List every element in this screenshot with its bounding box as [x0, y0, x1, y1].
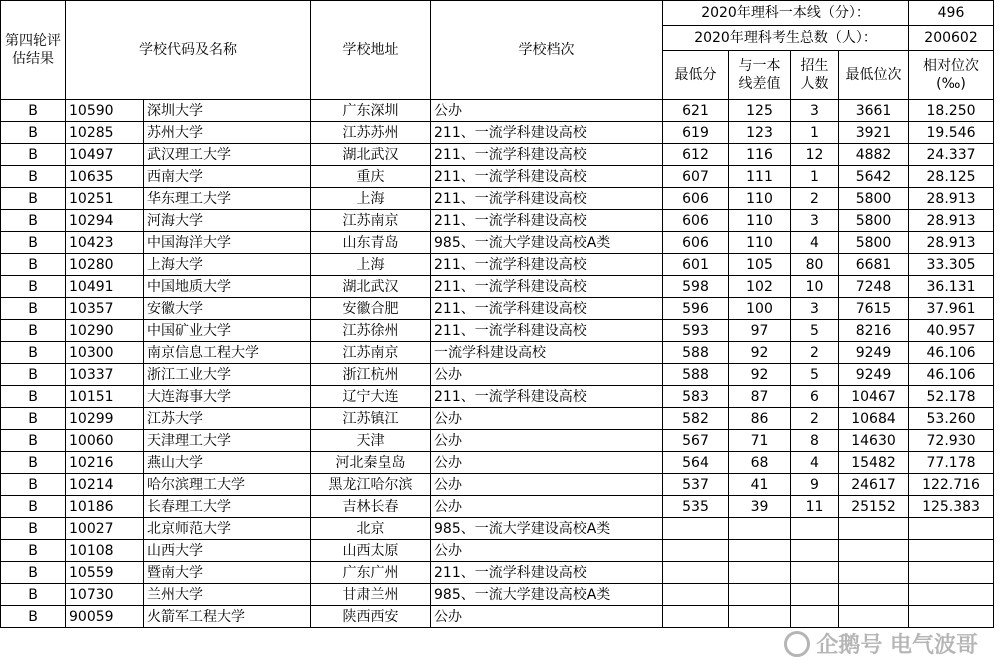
tier-cell: 公办	[431, 364, 663, 386]
rel-rank-cell: 24.337	[909, 144, 994, 166]
name-cell: 河海大学	[144, 210, 311, 232]
min-score-cell: 606	[663, 188, 729, 210]
header-total-label: 2020年理科考生总数（人）：	[663, 26, 909, 51]
enroll-cell	[791, 540, 839, 562]
name-cell: 暨南大学	[144, 562, 311, 584]
name-cell: 中国海洋大学	[144, 232, 311, 254]
name-cell: 深圳大学	[144, 100, 311, 122]
tier-cell: 211、一流学科建设高校	[431, 386, 663, 408]
header-min-score: 最低分	[663, 51, 729, 100]
enroll-cell	[791, 606, 839, 628]
diff-cell: 110	[729, 232, 791, 254]
min-score-cell: 621	[663, 100, 729, 122]
grade-cell: B	[1, 122, 66, 144]
min-score-cell: 612	[663, 144, 729, 166]
min-rank-cell: 3921	[839, 122, 909, 144]
address-cell: 河北秦皇岛	[311, 452, 431, 474]
diff-cell: 71	[729, 430, 791, 452]
grade-cell: B	[1, 540, 66, 562]
min-score-cell: 601	[663, 254, 729, 276]
rel-rank-cell: 28.125	[909, 166, 994, 188]
name-cell: 天津理工大学	[144, 430, 311, 452]
rel-rank-cell	[909, 518, 994, 540]
address-cell: 北京	[311, 518, 431, 540]
enroll-cell	[791, 562, 839, 584]
diff-cell: 86	[729, 408, 791, 430]
header-diff: 与一本线差值	[729, 51, 791, 100]
min-score-cell: 606	[663, 232, 729, 254]
min-rank-cell: 25152	[839, 496, 909, 518]
code-cell: 10635	[66, 166, 144, 188]
table-row	[1, 298, 994, 320]
tier-cell: 211、一流学科建设高校	[431, 298, 663, 320]
min-rank-cell: 9249	[839, 342, 909, 364]
code-cell: 10027	[66, 518, 144, 540]
enroll-cell: 4	[791, 452, 839, 474]
name-cell: 中国矿业大学	[144, 320, 311, 342]
name-cell: 西南大学	[144, 166, 311, 188]
address-cell: 广东深圳	[311, 100, 431, 122]
grade-cell: B	[1, 232, 66, 254]
min-rank-cell	[839, 606, 909, 628]
code-cell: 10730	[66, 584, 144, 606]
grade-cell: B	[1, 276, 66, 298]
min-score-cell	[663, 606, 729, 628]
name-cell: 上海大学	[144, 254, 311, 276]
min-score-cell: 606	[663, 210, 729, 232]
address-cell: 浙江杭州	[311, 364, 431, 386]
min-rank-cell: 10684	[839, 408, 909, 430]
tier-cell: 公办	[431, 430, 663, 452]
diff-cell: 92	[729, 364, 791, 386]
rel-rank-cell: 46.106	[909, 342, 994, 364]
header-school-code-name: 学校代码及名称	[66, 1, 311, 100]
header-eval-result: 第四轮评估结果	[1, 1, 66, 100]
tier-cell: 公办	[431, 606, 663, 628]
min-rank-cell	[839, 562, 909, 584]
name-cell: 安徽大学	[144, 298, 311, 320]
code-cell: 10423	[66, 232, 144, 254]
min-score-cell: 564	[663, 452, 729, 474]
rel-rank-cell: 40.957	[909, 320, 994, 342]
header-row-1	[1, 1, 994, 26]
code-cell: 10590	[66, 100, 144, 122]
enroll-cell: 3	[791, 210, 839, 232]
enroll-cell: 3	[791, 100, 839, 122]
rel-rank-cell: 36.131	[909, 276, 994, 298]
min-score-cell: 596	[663, 298, 729, 320]
diff-cell: 111	[729, 166, 791, 188]
code-cell: 10216	[66, 452, 144, 474]
diff-cell: 68	[729, 452, 791, 474]
name-cell: 武汉理工大学	[144, 144, 311, 166]
code-cell: 10151	[66, 386, 144, 408]
code-cell: 90059	[66, 606, 144, 628]
tier-cell: 985、一流大学建设高校A类	[431, 518, 663, 540]
penguin-logo-icon	[784, 631, 810, 657]
rel-rank-cell: 19.546	[909, 122, 994, 144]
grade-cell: B	[1, 210, 66, 232]
table-row	[1, 606, 994, 628]
diff-cell	[729, 606, 791, 628]
tier-cell: 211、一流学科建设高校	[431, 320, 663, 342]
min-rank-cell	[839, 518, 909, 540]
address-cell: 上海	[311, 254, 431, 276]
tier-cell: 公办	[431, 540, 663, 562]
name-cell: 长春理工大学	[144, 496, 311, 518]
tier-cell: 211、一流学科建设高校	[431, 166, 663, 188]
header-total-value: 200602	[909, 26, 994, 51]
diff-cell	[729, 540, 791, 562]
header-school-address: 学校地址	[311, 1, 431, 100]
table-row	[1, 254, 994, 276]
code-cell: 10285	[66, 122, 144, 144]
address-cell: 山东青岛	[311, 232, 431, 254]
min-rank-cell: 24617	[839, 474, 909, 496]
code-cell: 10186	[66, 496, 144, 518]
rel-rank-cell: 28.913	[909, 188, 994, 210]
name-cell: 浙江工业大学	[144, 364, 311, 386]
min-score-cell: 588	[663, 342, 729, 364]
address-cell: 甘肃兰州	[311, 584, 431, 606]
watermark	[784, 628, 978, 659]
min-score-cell	[663, 540, 729, 562]
rel-rank-cell: 37.961	[909, 298, 994, 320]
address-cell: 辽宁大连	[311, 386, 431, 408]
min-rank-cell: 15482	[839, 452, 909, 474]
min-rank-cell: 5800	[839, 232, 909, 254]
grade-cell: B	[1, 166, 66, 188]
tier-cell: 211、一流学科建设高校	[431, 188, 663, 210]
rel-rank-cell: 77.178	[909, 452, 994, 474]
enroll-cell: 5	[791, 364, 839, 386]
grade-cell: B	[1, 188, 66, 210]
rel-rank-cell	[909, 584, 994, 606]
address-cell: 重庆	[311, 166, 431, 188]
min-rank-cell: 5642	[839, 166, 909, 188]
min-score-cell: 567	[663, 430, 729, 452]
diff-cell	[729, 562, 791, 584]
header-min-rank: 最低位次	[839, 51, 909, 100]
table-row	[1, 474, 994, 496]
tier-cell: 211、一流学科建设高校	[431, 276, 663, 298]
grade-cell: B	[1, 452, 66, 474]
rel-rank-cell: 52.178	[909, 386, 994, 408]
grade-cell: B	[1, 254, 66, 276]
name-cell: 北京师范大学	[144, 518, 311, 540]
min-score-cell: 582	[663, 408, 729, 430]
code-cell: 10060	[66, 430, 144, 452]
tier-cell: 公办	[431, 408, 663, 430]
rel-rank-cell: 125.383	[909, 496, 994, 518]
address-cell: 江苏镇江	[311, 408, 431, 430]
min-score-cell: 593	[663, 320, 729, 342]
min-rank-cell: 3661	[839, 100, 909, 122]
table-row	[1, 232, 994, 254]
tier-cell: 公办	[431, 452, 663, 474]
grade-cell: B	[1, 298, 66, 320]
diff-cell: 100	[729, 298, 791, 320]
tier-cell: 211、一流学科建设高校	[431, 210, 663, 232]
min-rank-cell: 7615	[839, 298, 909, 320]
min-rank-cell: 9249	[839, 364, 909, 386]
min-rank-cell: 4882	[839, 144, 909, 166]
table-row	[1, 408, 994, 430]
header-rel-rank: 相对位次(‰)	[909, 51, 994, 100]
grade-cell: B	[1, 386, 66, 408]
table-row	[1, 518, 994, 540]
name-cell: 江苏大学	[144, 408, 311, 430]
code-cell: 10357	[66, 298, 144, 320]
watermark-text: 企鹅号 电气波哥	[816, 633, 978, 658]
address-cell: 湖北武汉	[311, 276, 431, 298]
diff-cell	[729, 584, 791, 606]
enroll-cell: 12	[791, 144, 839, 166]
tier-cell: 211、一流学科建设高校	[431, 122, 663, 144]
diff-cell: 87	[729, 386, 791, 408]
diff-cell: 110	[729, 188, 791, 210]
min-rank-cell: 8216	[839, 320, 909, 342]
enroll-cell: 5	[791, 320, 839, 342]
diff-cell: 123	[729, 122, 791, 144]
tier-cell: 公办	[431, 496, 663, 518]
min-score-cell	[663, 584, 729, 606]
address-cell: 江苏南京	[311, 342, 431, 364]
table-row	[1, 144, 994, 166]
name-cell: 大连海事大学	[144, 386, 311, 408]
enroll-cell: 8	[791, 430, 839, 452]
table-row	[1, 540, 994, 562]
code-cell: 10294	[66, 210, 144, 232]
min-rank-cell: 5800	[839, 188, 909, 210]
table-row	[1, 386, 994, 408]
rel-rank-cell: 28.913	[909, 210, 994, 232]
diff-cell	[729, 518, 791, 540]
table-row	[1, 320, 994, 342]
enroll-cell: 9	[791, 474, 839, 496]
code-cell: 10214	[66, 474, 144, 496]
min-score-cell: 537	[663, 474, 729, 496]
enroll-cell	[791, 584, 839, 606]
diff-cell: 102	[729, 276, 791, 298]
address-cell: 湖北武汉	[311, 144, 431, 166]
grade-cell: B	[1, 100, 66, 122]
code-cell: 10559	[66, 562, 144, 584]
rel-rank-cell: 72.930	[909, 430, 994, 452]
address-cell: 山西太原	[311, 540, 431, 562]
code-cell: 10491	[66, 276, 144, 298]
grade-cell: B	[1, 496, 66, 518]
name-cell: 南京信息工程大学	[144, 342, 311, 364]
enroll-cell: 3	[791, 298, 839, 320]
rel-rank-cell: 18.250	[909, 100, 994, 122]
tier-cell: 公办	[431, 100, 663, 122]
min-rank-cell: 7248	[839, 276, 909, 298]
min-rank-cell: 5800	[839, 210, 909, 232]
address-cell: 江苏苏州	[311, 122, 431, 144]
enroll-cell: 4	[791, 232, 839, 254]
enroll-cell: 2	[791, 342, 839, 364]
name-cell: 兰州大学	[144, 584, 311, 606]
address-cell: 广东广州	[311, 562, 431, 584]
table-row	[1, 364, 994, 386]
grade-cell: B	[1, 342, 66, 364]
grade-cell: B	[1, 562, 66, 584]
min-score-cell: 588	[663, 364, 729, 386]
rel-rank-cell: 53.260	[909, 408, 994, 430]
address-cell: 江苏南京	[311, 210, 431, 232]
table-row	[1, 122, 994, 144]
code-cell: 10290	[66, 320, 144, 342]
min-score-cell	[663, 562, 729, 584]
enroll-cell: 6	[791, 386, 839, 408]
grade-cell: B	[1, 518, 66, 540]
address-cell: 黑龙江哈尔滨	[311, 474, 431, 496]
enroll-cell: 2	[791, 188, 839, 210]
code-cell: 10251	[66, 188, 144, 210]
grade-cell: B	[1, 474, 66, 496]
table-row	[1, 430, 994, 452]
rel-rank-cell	[909, 606, 994, 628]
table-row	[1, 562, 994, 584]
min-rank-cell: 10467	[839, 386, 909, 408]
grade-cell: B	[1, 320, 66, 342]
diff-cell: 97	[729, 320, 791, 342]
tier-cell: 一流学科建设高校	[431, 342, 663, 364]
name-cell: 苏州大学	[144, 122, 311, 144]
min-score-cell	[663, 518, 729, 540]
tier-cell: 211、一流学科建设高校	[431, 144, 663, 166]
tier-cell: 985、一流大学建设高校A类	[431, 584, 663, 606]
header-enroll: 招生人数	[791, 51, 839, 100]
table-row	[1, 100, 994, 122]
enroll-cell: 10	[791, 276, 839, 298]
enroll-cell	[791, 518, 839, 540]
rel-rank-cell: 28.913	[909, 232, 994, 254]
code-cell: 10108	[66, 540, 144, 562]
header-school-tier: 学校档次	[431, 1, 663, 100]
diff-cell: 125	[729, 100, 791, 122]
address-cell: 上海	[311, 188, 431, 210]
rel-rank-cell: 33.305	[909, 254, 994, 276]
enroll-cell: 2	[791, 408, 839, 430]
grade-cell: B	[1, 408, 66, 430]
table-row	[1, 496, 994, 518]
code-cell: 10300	[66, 342, 144, 364]
min-rank-cell: 14630	[839, 430, 909, 452]
name-cell: 华东理工大学	[144, 188, 311, 210]
diff-cell: 39	[729, 496, 791, 518]
grade-cell: B	[1, 364, 66, 386]
grade-cell: B	[1, 606, 66, 628]
enroll-cell: 80	[791, 254, 839, 276]
min-score-cell: 583	[663, 386, 729, 408]
table-row	[1, 452, 994, 474]
diff-cell: 116	[729, 144, 791, 166]
enroll-cell: 11	[791, 496, 839, 518]
min-score-cell: 607	[663, 166, 729, 188]
diff-cell: 105	[729, 254, 791, 276]
diff-cell: 41	[729, 474, 791, 496]
grade-cell: B	[1, 430, 66, 452]
diff-cell: 92	[729, 342, 791, 364]
table-row	[1, 210, 994, 232]
rel-rank-cell: 46.106	[909, 364, 994, 386]
address-cell: 吉林长春	[311, 496, 431, 518]
address-cell: 安徽合肥	[311, 298, 431, 320]
code-cell: 10337	[66, 364, 144, 386]
tier-cell: 985、一流大学建设高校A类	[431, 232, 663, 254]
table-row	[1, 584, 994, 606]
code-cell: 10280	[66, 254, 144, 276]
min-rank-cell	[839, 584, 909, 606]
enroll-cell: 1	[791, 166, 839, 188]
tier-cell: 211、一流学科建设高校	[431, 562, 663, 584]
address-cell: 天津	[311, 430, 431, 452]
table-row	[1, 188, 994, 210]
name-cell: 山西大学	[144, 540, 311, 562]
table-row	[1, 342, 994, 364]
tier-cell: 公办	[431, 474, 663, 496]
grade-cell: B	[1, 144, 66, 166]
min-score-cell: 535	[663, 496, 729, 518]
name-cell: 哈尔滨理工大学	[144, 474, 311, 496]
min-score-cell: 598	[663, 276, 729, 298]
diff-cell: 110	[729, 210, 791, 232]
name-cell: 火箭军工程大学	[144, 606, 311, 628]
enroll-cell: 1	[791, 122, 839, 144]
min-rank-cell: 6681	[839, 254, 909, 276]
table-row	[1, 276, 994, 298]
code-cell: 10299	[66, 408, 144, 430]
rel-rank-cell	[909, 540, 994, 562]
grade-cell: B	[1, 584, 66, 606]
table-row	[1, 166, 994, 188]
rel-rank-cell	[909, 562, 994, 584]
name-cell: 燕山大学	[144, 452, 311, 474]
rel-rank-cell: 122.716	[909, 474, 994, 496]
min-rank-cell	[839, 540, 909, 562]
header-line-label: 2020年理科一本线（分）：	[663, 1, 909, 26]
tier-cell: 211、一流学科建设高校	[431, 254, 663, 276]
min-score-cell: 619	[663, 122, 729, 144]
header-line-value: 496	[909, 1, 994, 26]
address-cell: 陕西西安	[311, 606, 431, 628]
address-cell: 江苏徐州	[311, 320, 431, 342]
name-cell: 中国地质大学	[144, 276, 311, 298]
code-cell: 10497	[66, 144, 144, 166]
